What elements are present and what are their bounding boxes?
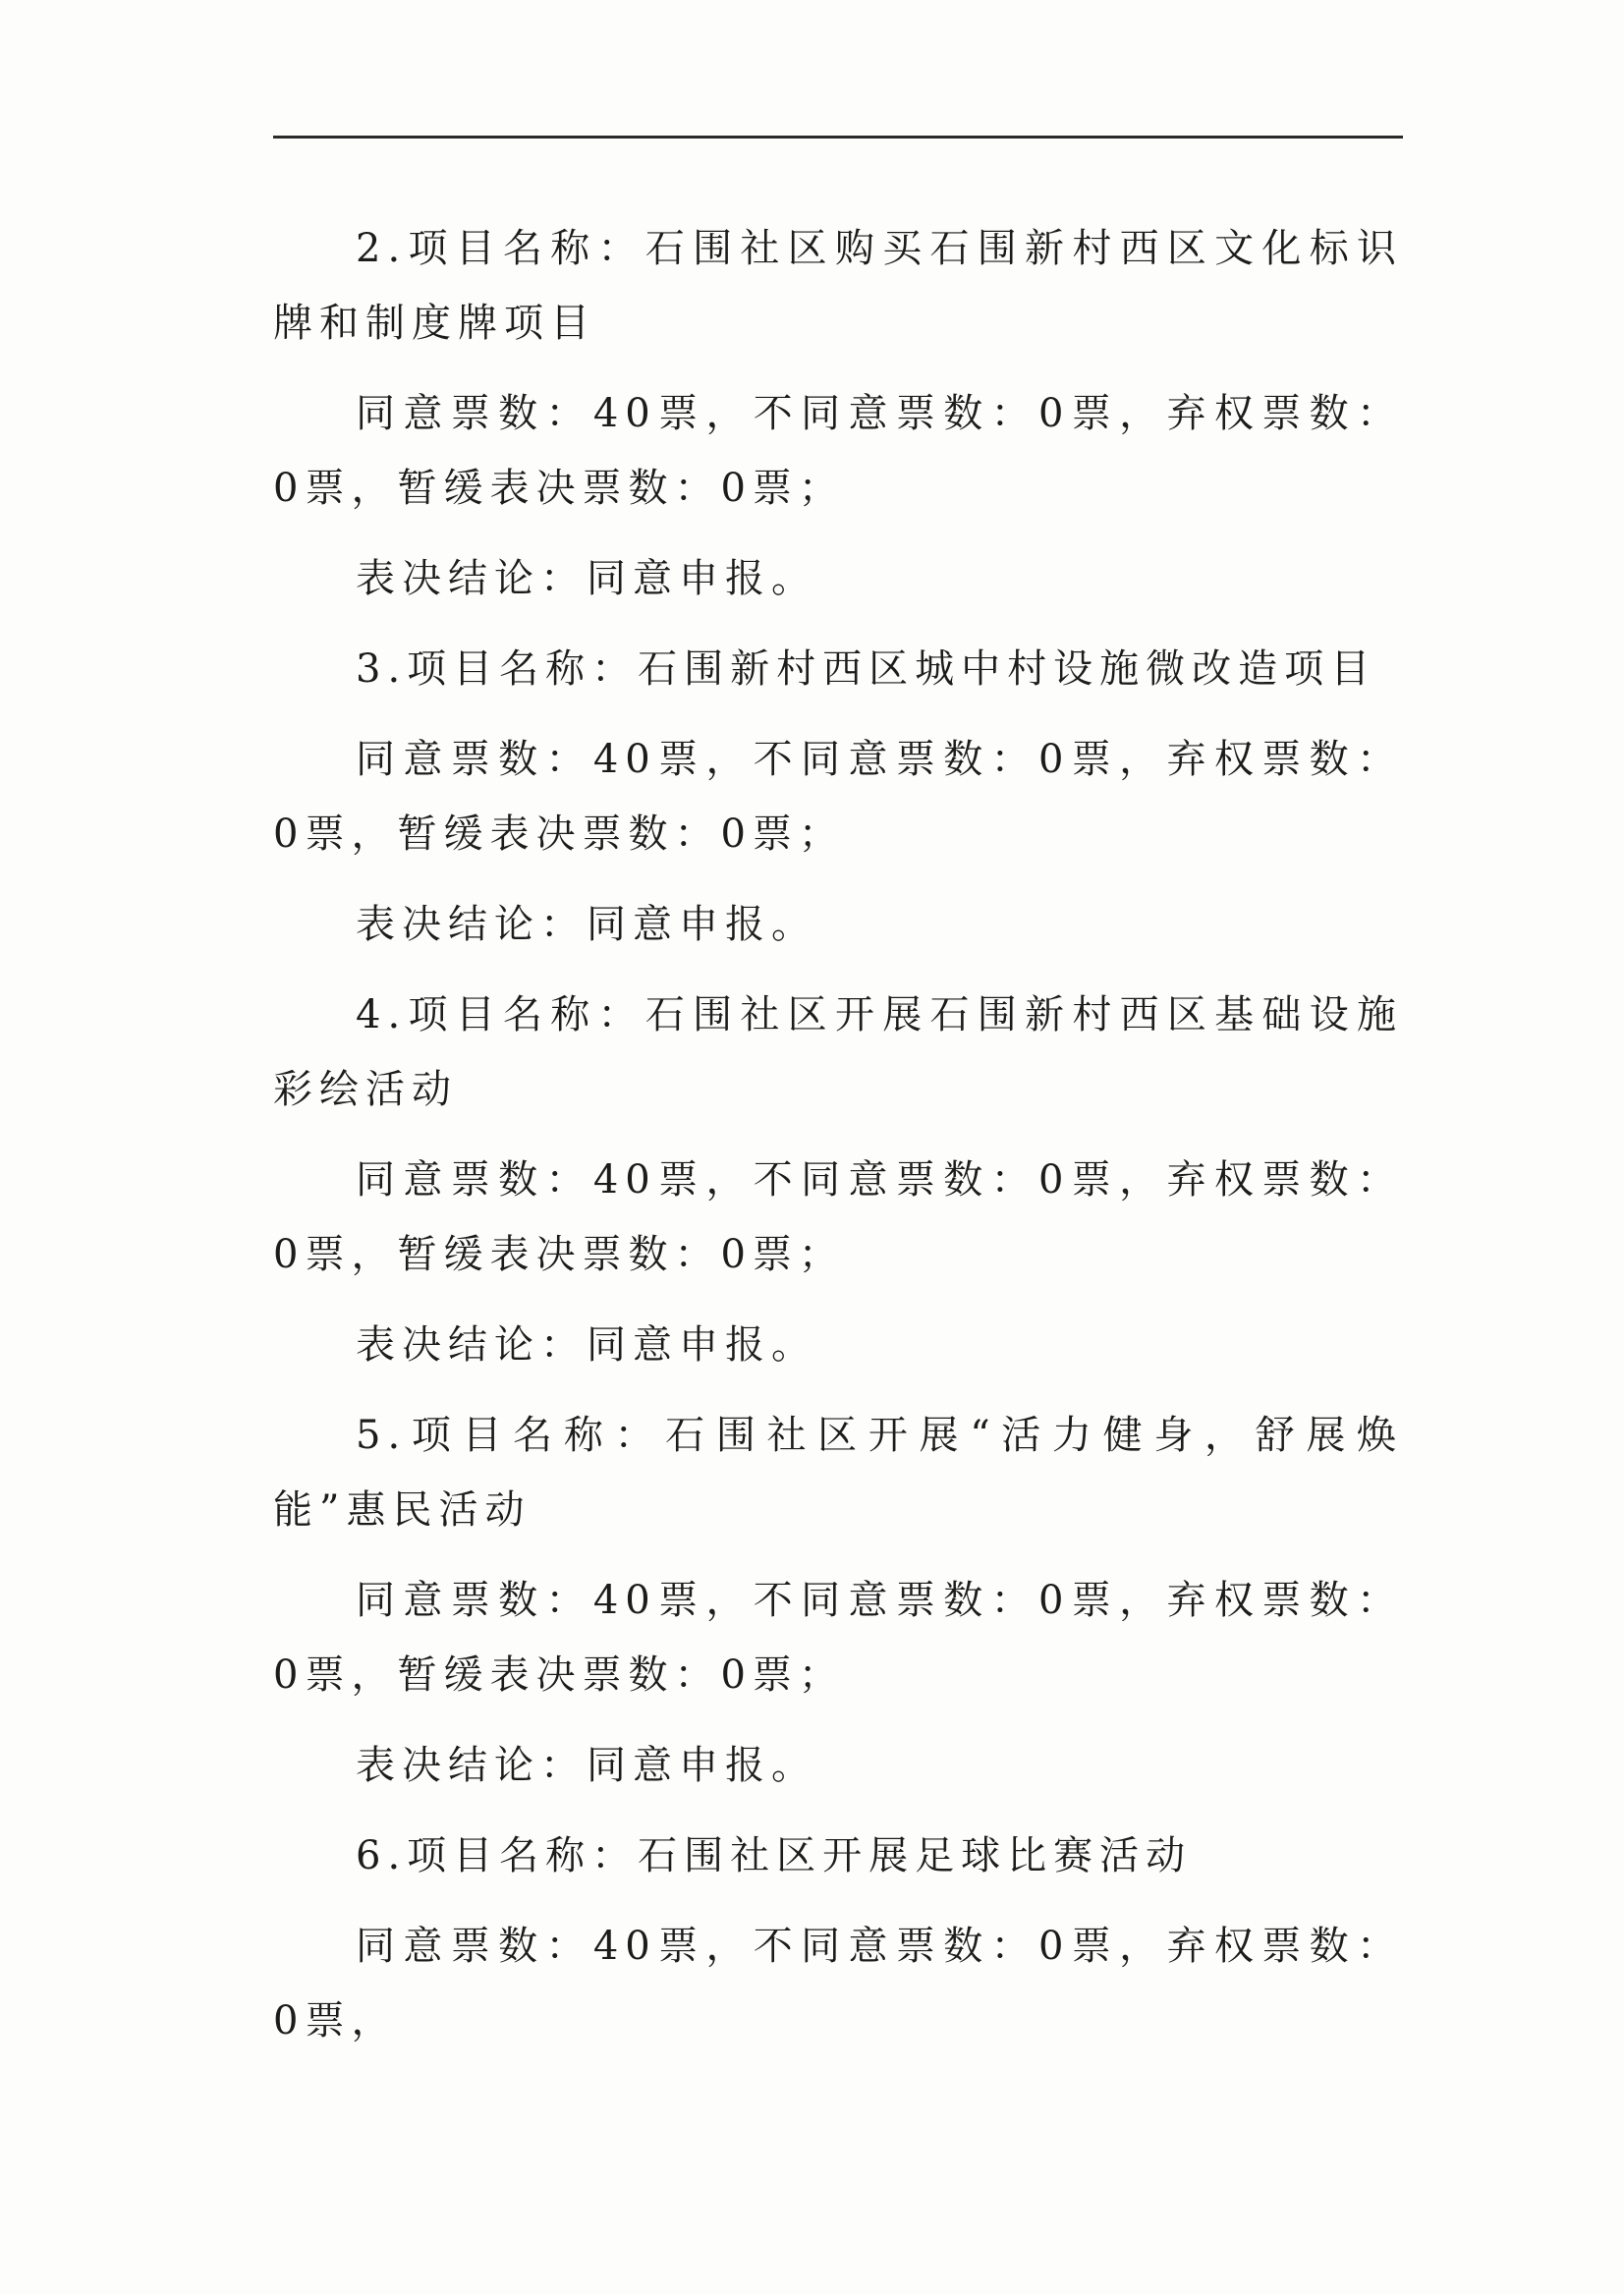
vote-counts-2: 同意票数：40票，不同意票数：0票，弃权票数：0票，暂缓表决票数：0票； — [273, 391, 1403, 511]
vote-result-4: 表决结论：同意申报。 — [356, 1322, 817, 1368]
project-title-5: 5.项目名称：石围社区开展“活力健身，舒展焕能”惠民活动 — [273, 1413, 1403, 1533]
document-body — [273, 211, 1403, 2058]
vote-counts-6: 同意票数：40票，不同意票数：0票，弃权票数：0票， — [273, 1924, 1403, 2043]
project-title-2: 2.项目名称：石围社区购买石围新村西区文化标识牌和制度牌项目 — [273, 226, 1403, 346]
project-title-3: 3.项目名称：石围新村西区城中村设施微改造项目 — [356, 646, 1377, 692]
project-title-6: 6.项目名称：石围社区开展足球比赛活动 — [356, 1833, 1193, 1878]
vote-counts-4: 同意票数：40票，不同意票数：0票，弃权票数：0票，暂缓表决票数：0票； — [273, 1157, 1403, 1277]
vote-result-5: 表决结论：同意申报。 — [356, 1743, 817, 1788]
vote-counts-5: 同意票数：40票，不同意票数：0票，弃权票数：0票，暂缓表决票数：0票； — [273, 1578, 1403, 1698]
vote-result-3: 表决结论：同意申报。 — [356, 902, 817, 947]
project-title-4: 4.项目名称：石围社区开展石围新村西区基础设施彩绘活动 — [273, 992, 1403, 1112]
vote-result-2: 表决结论：同意申报。 — [356, 556, 817, 601]
header-rule — [273, 136, 1403, 139]
vote-counts-3: 同意票数：40票，不同意票数：0票，弃权票数：0票，暂缓表决票数：0票； — [273, 737, 1403, 857]
